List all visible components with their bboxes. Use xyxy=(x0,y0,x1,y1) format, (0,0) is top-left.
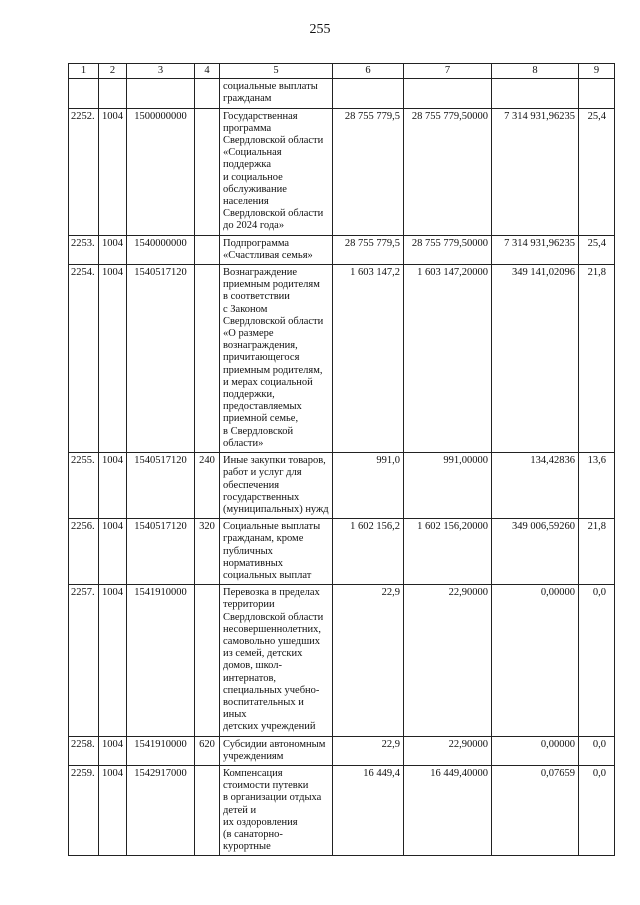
item-name-line: несовершеннолетних, xyxy=(223,623,321,635)
item-name-line: домов, школ- xyxy=(223,660,282,672)
planned-amount: 16 449,4 xyxy=(333,765,404,855)
section-code: 1004 xyxy=(99,235,127,264)
row-number: 2255. xyxy=(69,453,99,519)
item-name-line: приемным родителям, xyxy=(223,364,323,376)
planned-amount-rub: 16 449,40000 xyxy=(404,765,492,855)
expense-type-code: 320 xyxy=(195,519,220,585)
item-name-line: Свердловской области xyxy=(223,135,324,147)
item-name-line: их оздоровления xyxy=(223,816,298,828)
item-name-line: Социальные выплаты xyxy=(223,521,321,533)
column-header: 8 xyxy=(492,64,579,79)
table-row xyxy=(69,265,615,453)
item-name-line: (муниципальных) нужд xyxy=(223,503,329,515)
item-name-line: «Счастливая семья» xyxy=(223,249,313,261)
item-name-line: Компенсация xyxy=(223,767,283,779)
section-code: 1004 xyxy=(99,519,127,585)
item-name-line: государственных xyxy=(223,491,300,503)
item-name xyxy=(220,519,333,585)
execution-percent: 21,8 xyxy=(579,519,615,585)
planned-amount: 28 755 779,5 xyxy=(333,235,404,264)
item-name-line: публичных xyxy=(223,545,273,557)
planned-amount-rub: 1 602 156,20000 xyxy=(404,519,492,585)
target-article-code: 1540000000 xyxy=(127,235,195,264)
item-name-line: поддержки, xyxy=(223,389,275,401)
item-name-line: обеспечения xyxy=(223,479,280,491)
target-article-code: 1540517120 xyxy=(127,519,195,585)
item-name-line: стоимости путевки xyxy=(223,780,309,792)
section-code: 1004 xyxy=(99,108,127,235)
expense-type-code xyxy=(195,765,220,855)
item-name-line: социальные выплаты xyxy=(223,81,318,93)
item-name-line: нормативных xyxy=(223,557,284,569)
executed-amount xyxy=(492,79,579,108)
target-article-code: 1540517120 xyxy=(127,453,195,519)
column-header: 4 xyxy=(195,64,220,79)
budget-table xyxy=(68,63,615,856)
column-header: 3 xyxy=(127,64,195,79)
table-row xyxy=(69,765,615,855)
item-name-line: и социальное xyxy=(223,171,283,183)
item-name-line: территории xyxy=(223,599,275,611)
item-name-line: интернатов, xyxy=(223,672,277,684)
target-article-code: 1500000000 xyxy=(127,108,195,235)
item-name xyxy=(220,79,333,108)
planned-amount-rub: 991,00000 xyxy=(404,453,492,519)
planned-amount: 1 602 156,2 xyxy=(333,519,404,585)
item-name-line: курортные xyxy=(223,841,271,853)
item-name-line: Свердловской области xyxy=(223,611,324,623)
target-article-code: 1542917000 xyxy=(127,765,195,855)
item-name-line: самовольно ушедших xyxy=(223,635,321,647)
section-code: 1004 xyxy=(99,265,127,453)
executed-amount: 349 141,02096 xyxy=(492,265,579,453)
column-header: 6 xyxy=(333,64,404,79)
table-header-row xyxy=(69,64,615,79)
planned-amount-rub: 22,90000 xyxy=(404,736,492,765)
planned-amount: 28 755 779,5 xyxy=(333,108,404,235)
column-header: 1 xyxy=(69,64,99,79)
execution-percent: 0,0 xyxy=(579,736,615,765)
item-name-line: с Законом xyxy=(223,303,268,315)
executed-amount: 0,00000 xyxy=(492,585,579,736)
section-code: 1004 xyxy=(99,585,127,736)
item-name-line: приемной семье, xyxy=(223,413,299,425)
item-name-line: Субсидии автономным xyxy=(223,738,326,750)
item-name-line: населения xyxy=(223,196,269,208)
item-name-line: Вознаграждение xyxy=(223,267,298,279)
target-article-code: 1540517120 xyxy=(127,265,195,453)
section-code: 1004 xyxy=(99,453,127,519)
execution-percent: 13,6 xyxy=(579,453,615,519)
item-name-line: специальных учебно- xyxy=(223,684,320,696)
item-name xyxy=(220,736,333,765)
item-name-line: Свердловской области xyxy=(223,315,324,327)
column-header: 5 xyxy=(220,64,333,79)
item-name-line: предоставляемых xyxy=(223,401,302,413)
item-name-line: воспитательных и иных xyxy=(223,696,304,721)
executed-amount: 0,07659 xyxy=(492,765,579,855)
execution-percent: 0,0 xyxy=(579,585,615,736)
item-name xyxy=(220,108,333,235)
item-name-line: детских учреждений xyxy=(223,721,316,733)
item-name-line: области» xyxy=(223,437,264,449)
item-name-line: гражданам xyxy=(223,93,272,105)
planned-amount-rub: 28 755 779,50000 xyxy=(404,235,492,264)
execution-percent: 0,0 xyxy=(579,765,615,855)
execution-percent: 21,8 xyxy=(579,265,615,453)
item-name-line: Перевозка в пределах xyxy=(223,587,320,599)
item-name-line: приемным родителям xyxy=(223,279,320,291)
item-name-line: детей и xyxy=(223,804,257,816)
planned-amount: 1 603 147,2 xyxy=(333,265,404,453)
item-name-line: причитающегося xyxy=(223,352,300,364)
table-row xyxy=(69,736,615,765)
row-number: 2252. xyxy=(69,108,99,235)
item-name-line: поддержка xyxy=(223,159,272,171)
column-header: 9 xyxy=(579,64,615,79)
expense-type-code xyxy=(195,235,220,264)
expense-type-code xyxy=(195,79,220,108)
section-code: 1004 xyxy=(99,736,127,765)
page-number: 255 xyxy=(309,22,331,37)
execution-percent: 25,4 xyxy=(579,108,615,235)
item-name-line: до 2024 года» xyxy=(223,220,285,232)
target-article-code: 1541910000 xyxy=(127,585,195,736)
expense-type-code: 240 xyxy=(195,453,220,519)
expense-type-code: 620 xyxy=(195,736,220,765)
item-name-line: и мерах социальной xyxy=(223,376,313,388)
executed-amount: 0,00000 xyxy=(492,736,579,765)
section-code xyxy=(99,79,127,108)
planned-amount: 22,9 xyxy=(333,585,404,736)
item-name xyxy=(220,765,333,855)
planned-amount: 991,0 xyxy=(333,453,404,519)
item-name-line: программа xyxy=(223,122,272,134)
planned-amount: 22,9 xyxy=(333,736,404,765)
row-number: 2254. xyxy=(69,265,99,453)
item-name-line: в организации отдыха xyxy=(223,792,322,804)
item-name xyxy=(220,235,333,264)
planned-amount-rub xyxy=(404,79,492,108)
execution-percent xyxy=(579,79,615,108)
item-name-line: вознаграждения, xyxy=(223,340,298,352)
executed-amount: 7 314 931,96235 xyxy=(492,108,579,235)
item-name-line: работ и услуг для xyxy=(223,467,302,479)
column-header: 7 xyxy=(404,64,492,79)
item-name xyxy=(220,585,333,736)
item-name-line: в Свердловской xyxy=(223,425,294,437)
column-header: 2 xyxy=(99,64,127,79)
table-row xyxy=(69,453,615,519)
executed-amount: 349 006,59260 xyxy=(492,519,579,585)
item-name-line: (в санаторно- xyxy=(223,828,283,840)
planned-amount-rub: 22,90000 xyxy=(404,585,492,736)
target-article-code: 1541910000 xyxy=(127,736,195,765)
row-number: 2253. xyxy=(69,235,99,264)
row-number: 2256. xyxy=(69,519,99,585)
executed-amount: 134,42836 xyxy=(492,453,579,519)
row-number: 2259. xyxy=(69,765,99,855)
item-name-line: Подпрограмма xyxy=(223,237,290,249)
expense-type-code xyxy=(195,585,220,736)
item-name-line: Государственная xyxy=(223,110,298,122)
table-row xyxy=(69,108,615,235)
table-row xyxy=(69,235,615,264)
item-name-line: обслуживание xyxy=(223,183,287,195)
item-name xyxy=(220,265,333,453)
execution-percent: 25,4 xyxy=(579,235,615,264)
item-name-line: «Социальная xyxy=(223,147,282,159)
planned-amount xyxy=(333,79,404,108)
planned-amount-rub: 1 603 147,20000 xyxy=(404,265,492,453)
table-row xyxy=(69,79,615,108)
row-number: 2258. xyxy=(69,736,99,765)
target-article-code xyxy=(127,79,195,108)
executed-amount: 7 314 931,96235 xyxy=(492,235,579,264)
item-name-line: гражданам, кроме xyxy=(223,533,304,545)
item-name-line: из семей, детских xyxy=(223,648,303,660)
row-number: 2257. xyxy=(69,585,99,736)
item-name-line: «О размере xyxy=(223,328,274,340)
item-name-line: в соответствии xyxy=(223,291,290,303)
item-name xyxy=(220,453,333,519)
item-name-line: социальных выплат xyxy=(223,569,312,581)
item-name-line: Иные закупки товаров, xyxy=(223,455,326,467)
table-row xyxy=(69,519,615,585)
item-name-line: Свердловской области xyxy=(223,208,324,220)
expense-type-code xyxy=(195,108,220,235)
item-name-line: учреждениям xyxy=(223,750,284,762)
row-number xyxy=(69,79,99,108)
expense-type-code xyxy=(195,265,220,453)
table-row xyxy=(69,585,615,736)
section-code: 1004 xyxy=(99,765,127,855)
planned-amount-rub: 28 755 779,50000 xyxy=(404,108,492,235)
